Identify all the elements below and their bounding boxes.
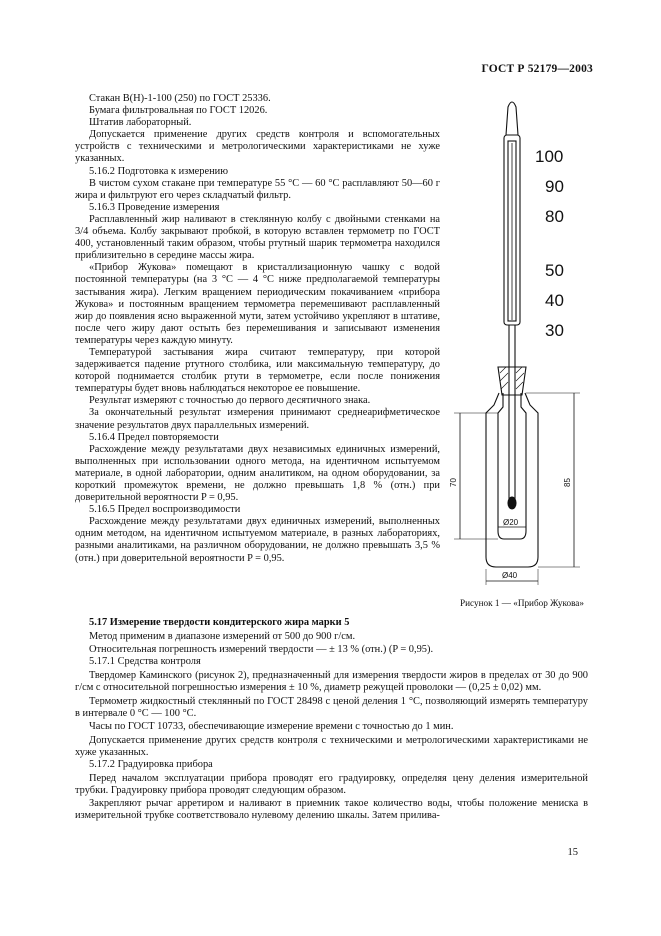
dim-label-85: 85	[563, 478, 572, 487]
section-5-17	[75, 617, 588, 823]
paragraph: Допускается применение других средств контроля и вспомогательных устройств с техническими и метрологическими характеристиками не хуже указанных.	[75, 129, 440, 165]
paragraph: В чистом сухом стакане при температуре 55 °С — 60 °С расплавляют 50—60 г жира и фильтруют его через складчатый фильтр.	[75, 177, 440, 201]
paragraph: Твердомер Каминского (рисунок 2), предназначенный для измерения твердости жиров в пределах от 30 до 900 г/см с относительной погрешностью измерения ± 10 %, диаметр режущей проволоки — (0,25 ± 0,02) мм.	[75, 669, 588, 693]
subsection-heading: 5.17.2 Градуировка прибора	[89, 759, 213, 771]
paragraph: Температурой застывания жира считают температуру, при которой задерживается падение ртутного столбика, или максимальную температуру, до которой поднимается столбик ртути в термометре, если после понижения температуры будет вновь наблюдаться некоторое ее повышение.	[75, 346, 440, 395]
thermometer-top	[506, 102, 518, 135]
page-number: 15	[567, 847, 578, 858]
subsection-heading: 5.16.5 Предел воспроизводимости	[89, 504, 241, 516]
paragraph: Расплавленный жир наливают в стеклянную колбу с двойными стенками на 3/4 объема. Колбу закрывают пробкой, в которую вставлен термометр по ГОСТ 400, установленный таким образом, чтобы ртутный шарик термометра находился приблизительно в середине массы жира.	[75, 213, 440, 262]
paragraph: Перед началом эксплуатации прибора проводят его градуировку, определяя цену деления измерительной трубки. Градуировку прибора проводят следующим образом.	[75, 772, 588, 796]
paragraph: За окончательный результат измерения принимают среднеарифметическое значение результатов двух параллельных измерений.	[75, 407, 440, 431]
zhukov-apparatus-figure	[446, 95, 596, 615]
paragraph: Бумага фильтровальная по ГОСТ 12026.	[89, 105, 268, 117]
paragraph: Относительная погрешность измерений твердости — ± 13 % (отн.) (P = 0,95).	[89, 644, 434, 656]
subsection-heading: 5.16.2 Подготовка к измерению	[89, 165, 228, 177]
scale-label: 100	[535, 147, 564, 166]
section-heading: 5.17 Измерение твердости кондитерского жира марки 5	[89, 617, 350, 628]
scale-label: 50	[545, 261, 564, 280]
page-header: ГОСТ Р 52179—2003	[481, 63, 593, 75]
subsection-heading: 5.17.1 Средства контроля	[89, 656, 201, 668]
paragraph: «Прибор Жукова» помещают в кристаллизационную чашку с водой постоянной температуры (на 3 °С — 4 °С ниже предполагаемой температуры застывания жира). Легким вращением периодическим покачиванием «прибора Жукова» и постоянным вращением термометра перемешивают расплавленный жир до появления ясно выраженной мути, затем устойчиво укрепляют в штативе, после чего жиру дают остыть без перемешивания и записывают изменения температуры через каждую минуту.	[75, 262, 440, 346]
dim-label-d40: Ø40	[502, 571, 518, 580]
paragraph: Штатив лабораторный.	[89, 117, 192, 129]
scale-label: 90	[545, 177, 564, 196]
scale-label: 40	[545, 291, 564, 310]
subsection-heading: 5.16.3 Проведение измерения	[89, 201, 220, 213]
paragraph: Допускается применение других средств контроля с техническими и метрологическими характеристиками не хуже указанных.	[75, 734, 588, 758]
scale-label: 30	[545, 321, 564, 340]
paragraph: Метод применим в диапазоне измерений от 500 до 900 г/см.	[89, 630, 356, 642]
subsection-heading: 5.16.4 Предел повторяемости	[89, 431, 219, 443]
paragraph: Расхождение между результатами двух единичных измерений, выполненных одним методом, на идентичном испытуемом материале, в разных лабораториях, разными аналитиками, на различном оборудовании, не должно превышать 3,5 % (отн.) при доверительной вероятности P = 0,95.	[75, 516, 440, 564]
paragraph: Результат измеряют с точностью до первого десятичного знака.	[89, 395, 371, 407]
paragraph: Стакан В(Н)-1-100 (250) по ГОСТ 25336.	[89, 93, 271, 104]
paragraph: Закрепляют рычаг арретиром и наливают в приемник такое количество воды, чтобы положение мениска в измерительной трубке соответствовало нулевому делению шкалы. Затем прилива-	[75, 798, 588, 822]
paragraph: Расхождение между результатами двух независимых единичных измерений, выполненных при использовании одного метода, на идентичном испытуемом материале, в одной лаборатории, одним аналитиком, на одном оборудовании, за короткий промежуток времени, не должно превышать 1,8 % (отн.) при доверительной вероятности P = 0,95.	[75, 443, 440, 504]
figure-caption: Рисунок 1 — «Прибор Жукова»	[460, 598, 584, 608]
dim-label-70: 70	[449, 478, 458, 487]
scale-label: 80	[545, 207, 564, 226]
dim-label-d20: Ø20	[503, 518, 519, 527]
paragraph: Термометр жидкостный стеклянный по ГОСТ 28498 с ценой деления 1 °С, позволяющий измерять температуру в интервале 0 °С — 100 °С.	[75, 695, 588, 719]
paragraph: Часы по ГОСТ 10733, обеспечивающие измерение времени с точностью до 1 мин.	[89, 721, 454, 733]
main-text-column	[75, 93, 440, 565]
flask-outer	[486, 393, 538, 567]
